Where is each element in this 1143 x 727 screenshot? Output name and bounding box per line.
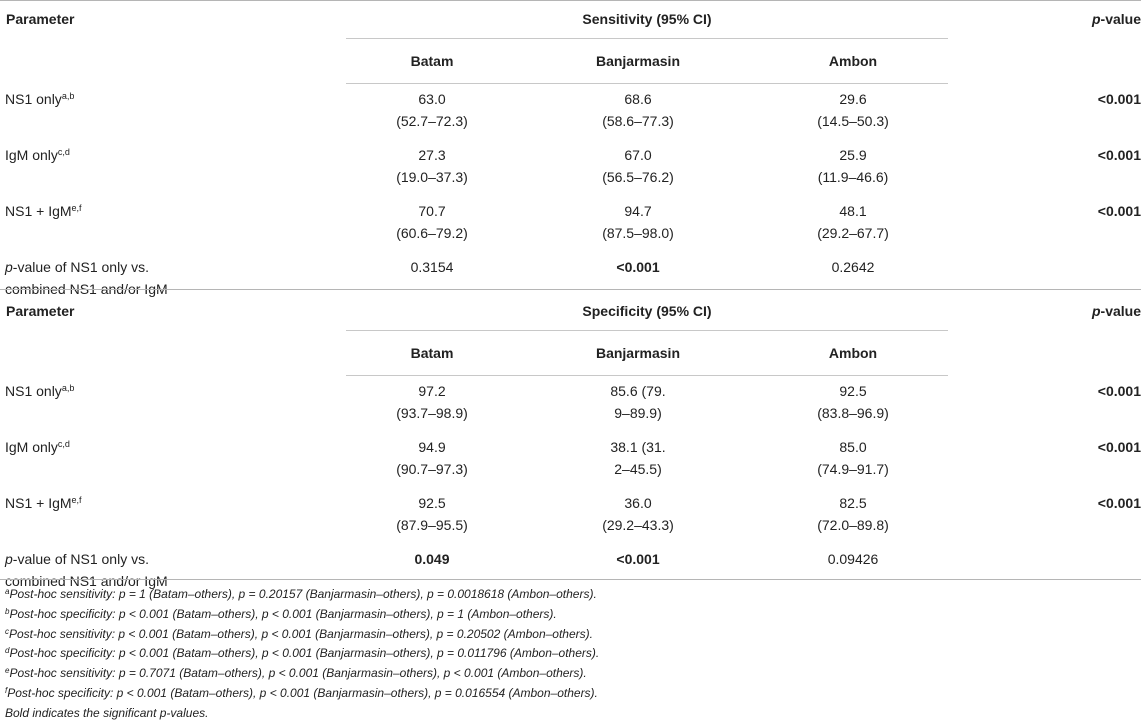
cell-value: 97.2 (93.7–98.9) <box>396 383 468 421</box>
cell-value: 29.6 (14.5–50.3) <box>817 91 889 129</box>
footnotes <box>5 585 1135 724</box>
cell-value: 38.1 (31. 2–45.5) <box>610 439 666 477</box>
cell-value: 25.9 (11.9–46.6) <box>817 147 889 185</box>
compare-value: <0.001 <box>616 551 660 567</box>
cell-value: 92.5 (83.8–96.9) <box>817 383 889 421</box>
table-row <box>0 376 1141 433</box>
cell-value: 85.6 (79. 9–89.9) <box>610 383 666 421</box>
parameter-header: Parameter <box>6 303 75 320</box>
row-label: IgM only$^{c,d}$ <box>5 439 70 455</box>
specificity-table <box>0 293 1141 600</box>
cell-value: 94.7 (87.5–98.0) <box>602 203 674 241</box>
cell-value: 70.7 (60.6–79.2) <box>396 203 468 241</box>
cell-value: 67.0 (56.5–76.2) <box>602 147 674 185</box>
row-label: NS1 only$^{a,b}$ <box>5 90 75 107</box>
table-row <box>0 432 1141 488</box>
table-row <box>0 488 1141 544</box>
row-pvalue: <0.001 <box>1097 495 1142 511</box>
row-pvalue: <0.001 <box>1097 90 1142 107</box>
parameter-header: Parameter <box>6 11 75 28</box>
col-header-ambon: Ambon <box>758 331 948 376</box>
pvalue-header: p-value <box>1091 11 1142 28</box>
cell-value: 27.3 (19.0–37.3) <box>396 147 468 185</box>
table-row <box>0 84 1141 141</box>
footnote: $^b$Post-hoc specificity: p < 0.001 (Batam–others), p < 0.001 (Banjarmasin–others), p = 1 (Ambon–others). <box>5 606 557 621</box>
row-pvalue: <0.001 <box>1097 382 1142 399</box>
col-header-ambon: Ambon <box>758 39 948 84</box>
footnote: $^c$Post-hoc sensitivity: p < 0.001 (Batam–others), p < 0.001 (Banjarmasin–others), p = 0.20502 (Ambon–others). <box>5 626 593 641</box>
footnote: $^a$Post-hoc sensitivity: p = 1 (Batam–others), p = 0.20157 (Banjarmasin–others), p = 0.0018618 (Ambon–others). <box>5 587 597 601</box>
sensitivity-table <box>0 1 1141 308</box>
blank-header-cell <box>0 39 346 84</box>
row-pvalue: <0.001 <box>1097 439 1142 455</box>
row-pvalue: <0.001 <box>1097 147 1142 163</box>
compare-value: 0.09426 <box>827 551 879 567</box>
sensitivity-group-header: Sensitivity (95% CI) <box>346 1 948 39</box>
footnote: $^f$Post-hoc specificity: p < 0.001 (Batam–others), p < 0.001 (Banjarmasin–others), p = 0.016554 (Ambon–others). <box>5 685 598 700</box>
cell-value: 63.0 (52.7–72.3) <box>396 91 468 129</box>
compare-value: 0.2642 <box>831 259 875 275</box>
cell-value: 82.5 (72.0–89.8) <box>817 495 889 533</box>
compare-value: 0.3154 <box>410 259 454 275</box>
blank-header-cell <box>0 331 346 376</box>
footnote-divider <box>0 579 1141 580</box>
col-header-banjarmasin: Banjarmasin <box>518 331 758 376</box>
row-label: NS1 + IgM$^{e,f}$ <box>5 495 82 511</box>
col-header-batam: Batam <box>346 39 518 84</box>
specificity-group-header: Specificity (95% CI) <box>346 293 948 331</box>
footnote: $^d$Post-hoc specificity: p < 0.001 (Batam–others), p < 0.001 (Banjarmasin–others), p = 0.011796 (Ambon–others). <box>5 646 600 661</box>
pvalue-header: p-value <box>1091 303 1142 320</box>
cell-value: 68.6 (58.6–77.3) <box>602 91 674 129</box>
blank-header-cell <box>948 331 1141 376</box>
cell-value: 94.9 (90.7–97.3) <box>396 439 468 477</box>
row-label: IgM only$^{c,d}$ <box>5 147 70 163</box>
compare-row-label: p-value of NS1 only vs. combined NS1 and/or IgM <box>5 551 168 589</box>
col-header-batam: Batam <box>346 331 518 376</box>
cell-value: 36.0 (29.2–43.3) <box>602 495 674 533</box>
table-row <box>0 196 1141 252</box>
compare-value: <0.001 <box>616 259 660 275</box>
compare-row-label: p-value of NS1 only vs. combined NS1 and/or IgM <box>5 259 168 297</box>
cell-value: 48.1 (29.2–67.7) <box>817 203 889 241</box>
compare-value: 0.049 <box>414 551 450 567</box>
section-divider <box>0 289 1141 290</box>
row-pvalue: <0.001 <box>1097 203 1142 219</box>
row-label: NS1 only$^{a,b}$ <box>5 382 75 399</box>
footnote: $^e$Post-hoc sensitivity: p = 0.7071 (Batam–others), p < 0.001 (Banjarmasin–others), p < 0.001 (Ambon–others). <box>5 666 587 681</box>
table-row <box>0 140 1141 196</box>
blank-header-cell <box>948 39 1141 84</box>
bold-note: Bold indicates the significant p-values. <box>5 705 209 720</box>
cell-value: 92.5 (87.9–95.5) <box>396 495 468 533</box>
cell-value: 85.0 (74.9–91.7) <box>817 439 889 477</box>
col-header-banjarmasin: Banjarmasin <box>518 39 758 84</box>
row-label: NS1 + IgM$^{e,f}$ <box>5 203 82 219</box>
